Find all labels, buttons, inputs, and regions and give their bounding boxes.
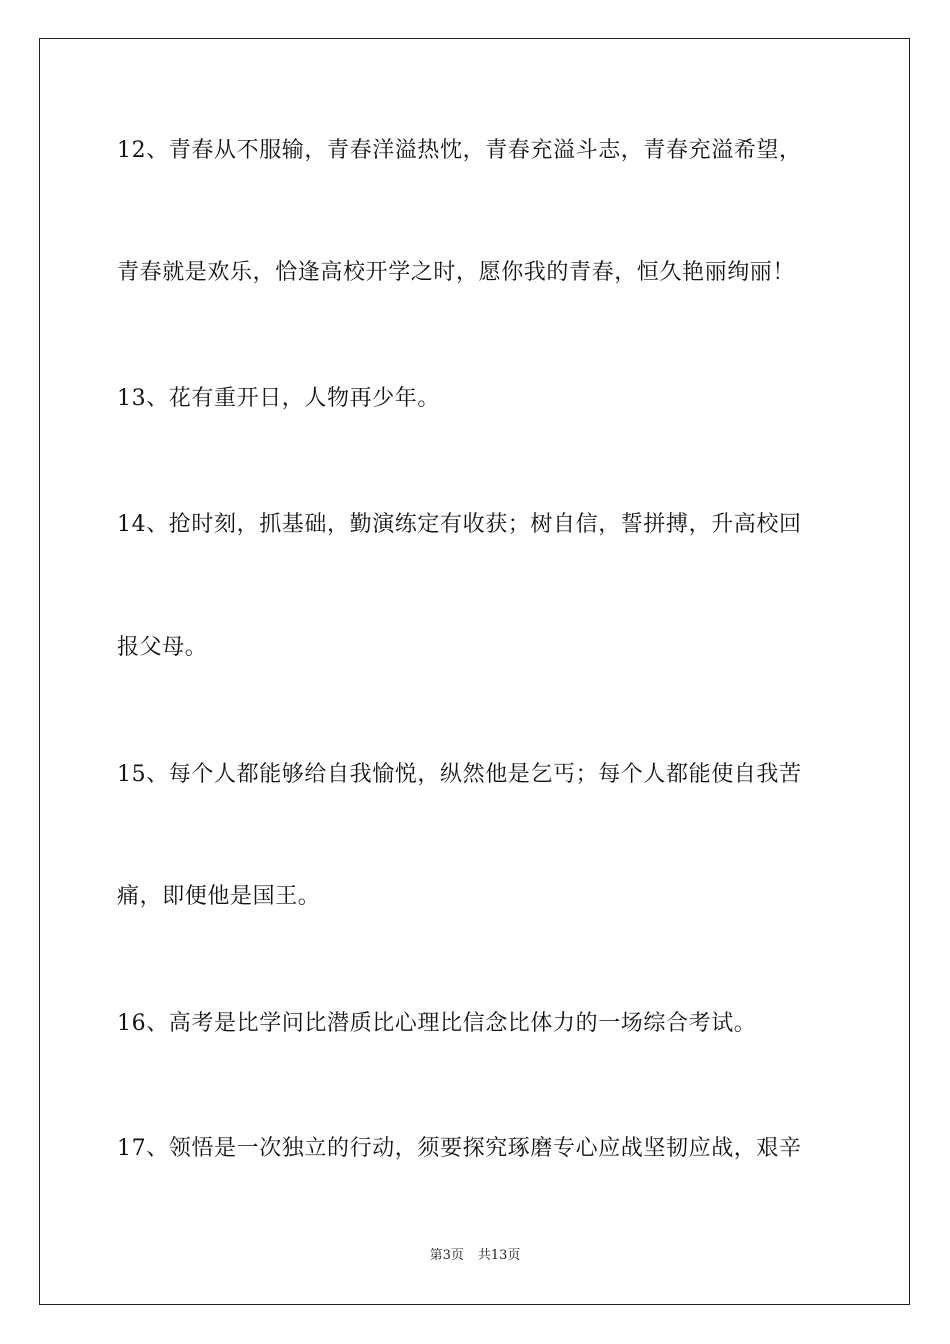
text-line: 17、领悟是一次独立的行动，须要探究琢磨专心应战坚韧应战，艰辛 — [117, 1136, 802, 1161]
page-total: 共13页 — [477, 1248, 521, 1263]
text-line: 痛，即便他是国王。 — [117, 884, 321, 909]
text-line: 报父母。 — [117, 635, 208, 660]
text-line: 青春就是欢乐，恰逢高校开学之时，愿你我的青春，恒久艳丽绚丽！ — [117, 260, 796, 285]
text-line: 13、花有重开日，人物再少年。 — [117, 386, 440, 411]
page-number: 第3页 — [429, 1248, 464, 1263]
page-border — [39, 38, 910, 1305]
text-line: 16、高考是比学问比潜质比心理比信念比体力的一场综合考试。 — [117, 1011, 757, 1036]
page-footer — [0, 1247, 950, 1265]
text-line: 12、青春从不服输，青春洋溢热忱，青春充溢斗志，青春充溢希望， — [117, 138, 802, 163]
text-line: 14、抢时刻，抓基础，勤演练定有收获；树自信，誓拼搏，升高校回 — [117, 512, 802, 537]
text-line: 15、每个人都能够给自我愉悦，纵然他是乞丐；每个人都能使自我苦 — [117, 762, 802, 787]
